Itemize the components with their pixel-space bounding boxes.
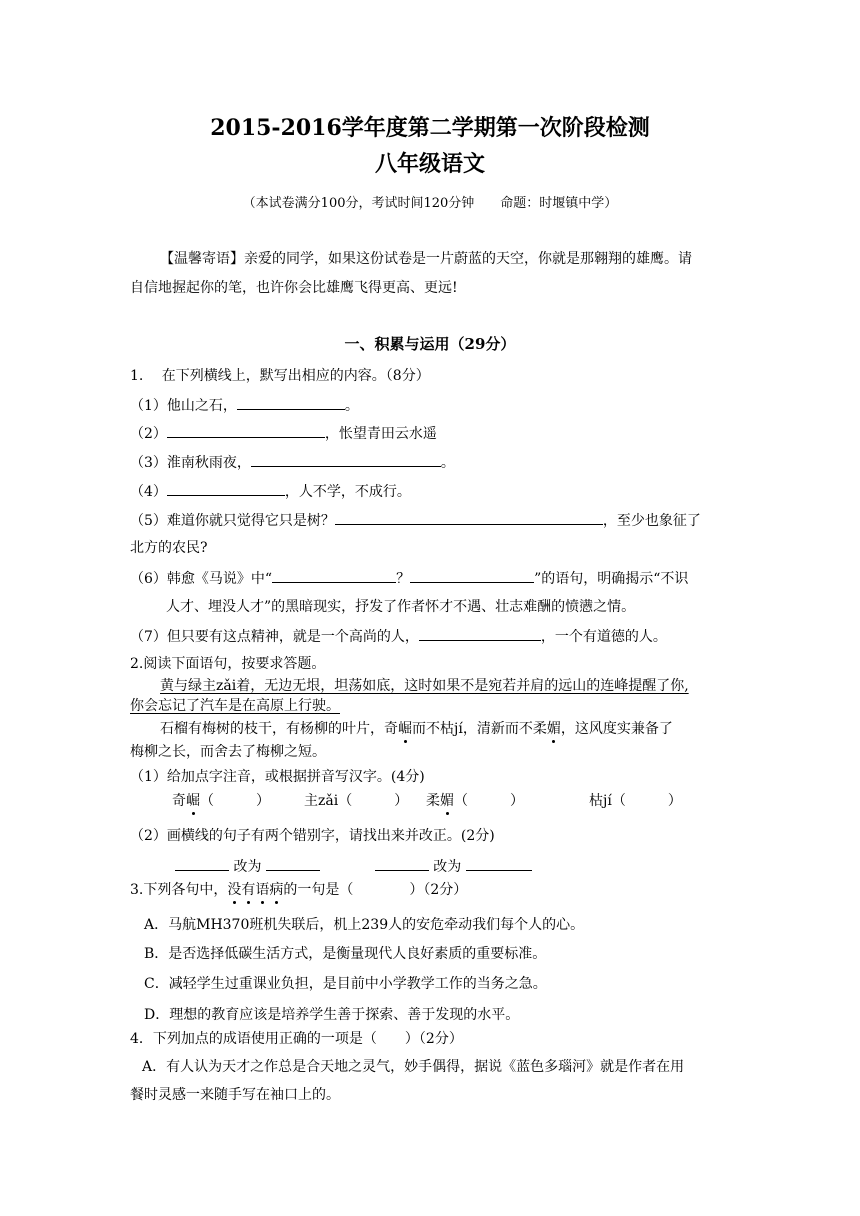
answer-parens[interactable]: （ ）	[200, 793, 270, 809]
dotted-char: 病	[269, 882, 284, 898]
q2-sub1: （1）给加点字注音，或根据拼音写汉字。(4分)	[130, 769, 425, 785]
q2-sub1-answer-d[interactable]: 枯jí（ ）	[589, 793, 682, 809]
q2-underlined-line2: 你会忘记了汽车是在高原上行驶。	[130, 698, 340, 714]
q1-item4-text: ，人不学，不成行。	[284, 484, 411, 500]
answer-blank[interactable]	[167, 481, 285, 496]
q3-option-a[interactable]: A．马航MH370班机失联后，机上239人的安危牵动我们每个人的心。	[144, 917, 585, 933]
q3-option-b[interactable]: B．是否选择低碳生活方式，是衡量现代人良好素质的重要标准。	[144, 946, 547, 962]
q2-stem: 2.阅读下面语句，按要求答题。	[130, 656, 326, 672]
warm-message-label: 【温馨寄语】	[160, 251, 244, 267]
warm-message-text: 亲爱的同学，如果这份试卷是一片蔚蓝的天空，你就是那翱翔的雄鹰。请	[244, 251, 692, 267]
section-title: 一、积累与运用（29分）	[344, 335, 516, 353]
q1-item3-end: 。	[440, 455, 455, 471]
q2-sub2: （2）画横线的句子有两个错别字，请找出来并改正。(2分)	[130, 828, 495, 844]
q1-stem: 1. 在下列横线上，默写出相应的内容。（8分）	[130, 368, 430, 384]
answer-blank[interactable]	[237, 395, 345, 410]
q2-char: 柔	[426, 793, 440, 809]
exam-title: 2015-2016学年度第二学期第一次阶段检测	[210, 115, 650, 141]
q3-emphasis	[227, 882, 283, 898]
q2-sub1-answer-c	[426, 791, 524, 811]
dotted-char: 崛	[186, 793, 200, 809]
exam-info: （本试卷满分100分，考试时间120分钟 命题：时堰镇中学）	[242, 196, 618, 211]
q2-char: 奇	[172, 793, 186, 809]
q4-option-a-line1[interactable]: A．有人认为天才之作总是合天地之灵气，妙手偶得，据说《蓝色多瑙河》就是作者在用	[142, 1059, 685, 1075]
q1-item2-text: ，怅望青田云水遥	[324, 426, 437, 442]
q1-item2-num: （2）	[130, 426, 167, 442]
answer-blank[interactable]	[410, 568, 534, 583]
q1-item6-text: （6）韩愈《马说》中“	[130, 571, 273, 587]
exam-subject: 八年级语文	[374, 151, 485, 177]
q1-item6	[130, 568, 688, 589]
q1-item7	[130, 626, 667, 647]
q2-sub1-answer-b[interactable]: 主zǎi（ ）	[304, 793, 409, 809]
q1-item2	[130, 423, 437, 444]
answer-blank[interactable]	[375, 856, 429, 871]
q2-sub1-answer-a	[172, 791, 270, 811]
q2-passage-line2: 梅柳之长，而舍去了梅柳之短。	[130, 744, 326, 760]
q1-item3-text: （3）淮南秋雨夜，	[130, 455, 251, 471]
warm-message-line1	[160, 249, 692, 269]
answer-blank[interactable]	[466, 856, 532, 871]
dotted-char: 媚	[546, 721, 561, 737]
q1-item6-cont: 人才、埋没人才”的黑暗现实，抒发了作者怀才不遇、壮志难酬的愤懑之情。	[166, 599, 636, 615]
q4-option-a-line2[interactable]: 餐时灵感一来随手写在袖口上的。	[130, 1087, 340, 1103]
q3-stem-text: 的一句是（ ）（2分）	[283, 882, 468, 898]
q3-stem	[130, 880, 467, 900]
q1-item1	[130, 395, 359, 416]
answer-parens[interactable]: （ ）	[454, 793, 524, 809]
q1-item1-end: 。	[344, 398, 359, 414]
q3-option-c[interactable]: C．减轻学生过重课业负担，是目前中小学教学工作的当务之急。	[144, 976, 547, 992]
q1-item7-end: ，一个有道德的人。	[540, 629, 667, 645]
dotted-char: 媚	[440, 793, 454, 809]
q1-item4	[130, 481, 411, 502]
answer-blank[interactable]	[167, 423, 325, 438]
answer-blank[interactable]	[419, 626, 541, 641]
answer-blank[interactable]	[175, 856, 229, 871]
q1-item6-end: ”的语句，明确揭示“不识	[534, 571, 689, 587]
dotted-char: 语	[255, 882, 270, 898]
q2-passage-line1	[160, 719, 673, 739]
q1-item1-text: （1）他山之石，	[130, 398, 237, 414]
answer-blank[interactable]	[266, 856, 320, 871]
q1-item4-num: （4）	[130, 484, 167, 500]
answer-blank[interactable]	[272, 568, 396, 583]
q1-item6-mid: ？	[396, 571, 411, 587]
q1-item7-text: （7）但只要有这点精神，就是一个高尚的人，	[130, 629, 419, 645]
q4-stem: 4．下列加点的成语使用正确的一项是（ ）（2分）	[130, 1031, 463, 1047]
q1-item5-cont: 北方的农民?	[130, 540, 208, 556]
q2-sub2-answer	[175, 856, 532, 877]
q2-passage-text: 而不枯jí，清新而不柔	[412, 721, 547, 737]
q2-passage-text: 石榴有梅树的枝干，有杨柳的叶片，奇	[160, 721, 398, 737]
q1-item5-end: ，至少也象征了	[602, 513, 701, 529]
q1-item3	[130, 452, 455, 473]
q3-option-d[interactable]: D．理想的教育应该是培养学生善于探索、善于发现的水平。	[144, 1007, 520, 1023]
q1-item5-text: （5）难道你就只觉得它只是树？	[130, 513, 335, 529]
change-label: 改为	[233, 859, 262, 875]
answer-blank[interactable]	[251, 452, 441, 467]
answer-blank[interactable]	[335, 510, 603, 525]
dotted-char: 没	[227, 882, 242, 898]
q3-stem-text: 3.下列各句中，	[130, 882, 228, 898]
q1-item5	[130, 510, 701, 531]
dotted-char: 崛	[398, 721, 412, 737]
warm-message-line2: 自信地握起你的笔，也许你会比雄鹰飞得更高、更远!	[130, 280, 458, 296]
q2-underlined-line1: 黄与绿主zǎi着，无边无垠，坦荡如底，这时如果不是宛若并肩的远山的连峰提醒了你,	[160, 678, 689, 694]
q2-passage-text: ，这风度实兼备了	[560, 721, 673, 737]
change-label: 改为	[433, 859, 462, 875]
dotted-char: 有	[241, 882, 256, 898]
